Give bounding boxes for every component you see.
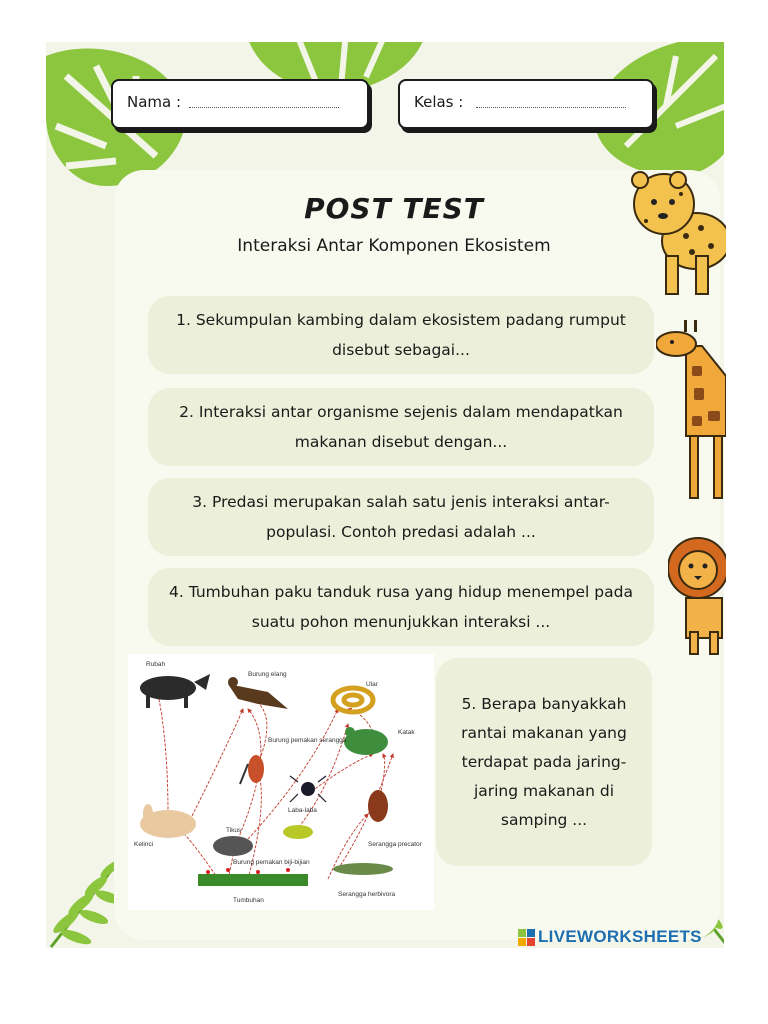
question-text: 1. Sekumpulan kambing dalam ekosistem padang rumput disebut sebagai... (176, 311, 626, 359)
name-label: Nama : (127, 93, 182, 111)
question-2[interactable] (148, 388, 654, 466)
question-text: 4. Tumbuhan paku tanduk rusa yang hidup menempel pada suatu pohon menunjukkan interaksi ... (169, 583, 633, 631)
giraffe-icon (656, 316, 726, 502)
label-kelinci: Kelinci (134, 841, 154, 848)
label-burung-pemakan-serangga: Burung pemakan serangga (268, 737, 347, 744)
question-text: 5. Berapa banyakkah rantai makanan yang terdapat pada jaring-jaring makanan di samping ... (461, 694, 627, 829)
food-web-diagram (128, 654, 434, 910)
question-4[interactable] (148, 568, 654, 646)
question-text: 3. Predasi merupakan salah satu jenis interaksi antar-populasi. Contoh predasi adalah ... (192, 493, 610, 541)
label-serangga-predator: Serangga precator (368, 841, 422, 848)
label-katak: Katak (398, 729, 415, 736)
label-laba-laba: Laba-laba (288, 807, 317, 814)
class-label: Kelas : (414, 93, 464, 111)
question-5[interactable] (436, 658, 652, 866)
label-serangga-herbivora: Serangga herbivora (338, 891, 396, 898)
brand-name: LIVEWORKSHEETS (538, 927, 702, 946)
spider-icon (290, 776, 326, 802)
name-field[interactable] (111, 79, 369, 129)
class-input-line[interactable] (476, 107, 626, 108)
lion-icon (668, 532, 726, 656)
label-burung-elang: Burung elang (248, 671, 287, 678)
label-tumbuhan: Tumbuhan (233, 897, 264, 904)
fox-icon (140, 674, 210, 708)
plants-icon (198, 868, 308, 886)
liveworksheets-logo[interactable] (518, 926, 702, 948)
class-field[interactable] (398, 79, 654, 129)
label-rubah: Rubah (146, 661, 166, 668)
page-title: POST TEST (304, 192, 484, 225)
name-input-line[interactable] (189, 107, 339, 108)
label-ular: Ular (366, 681, 378, 688)
question-text: 2. Interaksi antar organisme sejenis dalam mendapatkan makanan disebut dengan... (179, 403, 623, 451)
mouse-icon (213, 836, 253, 856)
eagle-icon (228, 677, 288, 709)
question-3[interactable] (148, 478, 654, 556)
bird-icon (240, 755, 264, 784)
label-tikus: Tikus (226, 827, 242, 834)
grasshopper-icon (333, 863, 393, 875)
question-1[interactable] (148, 296, 654, 374)
beetle-icon (368, 790, 388, 822)
snake-icon (333, 688, 373, 712)
page-subtitle: Interaksi Antar Komponen Ekosistem (237, 236, 551, 256)
cheetah-icon (626, 166, 726, 298)
seed-bird-icon (283, 825, 313, 839)
frog-icon (344, 727, 388, 755)
label-burung-biji: Burung pemakan biji-bijian (233, 859, 310, 866)
brand-grid-icon (518, 929, 535, 946)
